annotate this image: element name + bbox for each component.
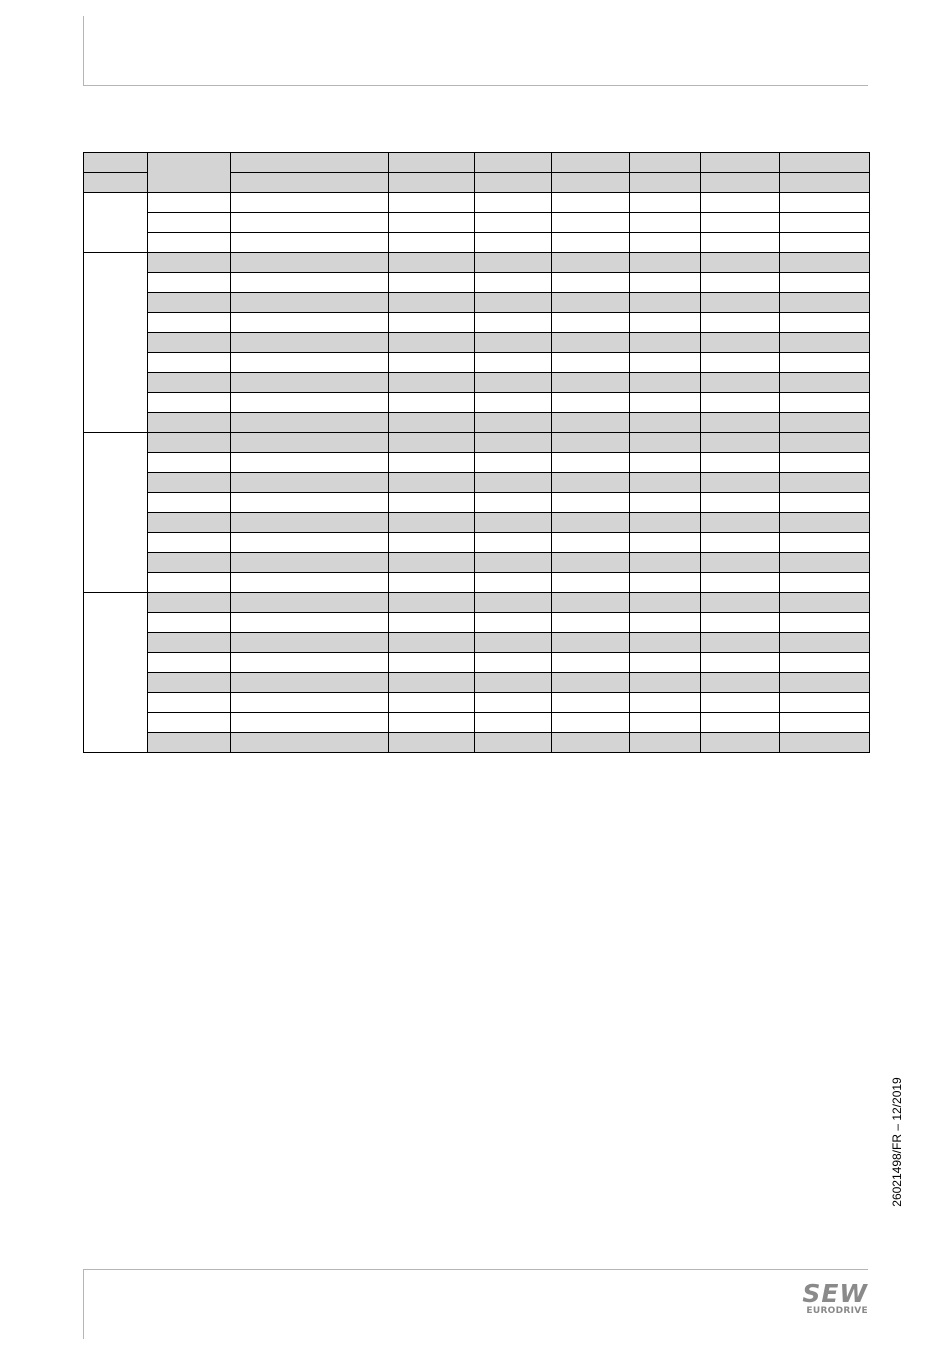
table-cell: [475, 253, 552, 273]
table-row: [84, 513, 870, 533]
table-cell: [630, 273, 701, 293]
table-cell: [780, 553, 870, 573]
table-cell: [148, 233, 231, 253]
table-cell: [552, 653, 630, 673]
table-cell: [630, 233, 701, 253]
table-cell: [148, 693, 231, 713]
table-cell: [389, 633, 475, 653]
table-header-cell: [231, 173, 389, 193]
logo-brand: SEW: [802, 1279, 868, 1308]
table-cell: [701, 393, 780, 413]
table-cell: [780, 653, 870, 673]
table-header-cell: [552, 153, 630, 173]
table-cell: [475, 293, 552, 313]
table-cell: [552, 693, 630, 713]
table-row: [84, 293, 870, 313]
table-row: [84, 693, 870, 713]
table-cell: [389, 693, 475, 713]
table-header-cell: [701, 173, 780, 193]
table-header-cell: [84, 153, 148, 173]
table-cell: [630, 373, 701, 393]
table-cell: [552, 373, 630, 393]
table-row: [84, 533, 870, 553]
table-cell: [630, 673, 701, 693]
table-cell: [148, 633, 231, 653]
table-row: [84, 233, 870, 253]
table-cell: [231, 333, 389, 353]
table-cell: [552, 553, 630, 573]
table-cell: [701, 193, 780, 213]
table-cell: [231, 613, 389, 633]
table-cell: [148, 713, 231, 733]
table-cell: [630, 473, 701, 493]
table-cell: [701, 233, 780, 253]
table-cell: [630, 293, 701, 313]
table-cell: [231, 433, 389, 453]
table-cell: [701, 273, 780, 293]
table-cell: [552, 593, 630, 613]
table-cell: [780, 253, 870, 273]
table-cell: [780, 273, 870, 293]
table-cell: [701, 713, 780, 733]
document-reference: 26021498/FR – 12/2019: [890, 1077, 904, 1207]
table-cell: [148, 673, 231, 693]
table-cell: [780, 633, 870, 653]
table-cell: [389, 673, 475, 693]
table-cell: [701, 613, 780, 633]
table-cell: [780, 513, 870, 533]
table-cell: [701, 653, 780, 673]
table-row: [84, 213, 870, 233]
table-group-cell: [84, 193, 148, 253]
table-cell: [780, 333, 870, 353]
table-cell: [780, 433, 870, 453]
table-header-cell: [475, 173, 552, 193]
table-cell: [389, 333, 475, 353]
table-cell: [552, 493, 630, 513]
table-cell: [389, 733, 475, 753]
table-cell: [231, 633, 389, 653]
table-cell: [552, 413, 630, 433]
table-cell: [389, 353, 475, 373]
table-group-cell: [84, 593, 148, 753]
table-cell: [231, 233, 389, 253]
table-cell: [630, 453, 701, 473]
table-row: [84, 613, 870, 633]
table-cell: [552, 533, 630, 553]
table-cell: [231, 473, 389, 493]
table-cell: [148, 533, 231, 553]
table-header-cell: [231, 153, 389, 173]
table-cell: [630, 553, 701, 573]
table-cell: [389, 233, 475, 253]
table-cell: [630, 493, 701, 513]
table-cell: [780, 713, 870, 733]
table-cell: [475, 713, 552, 733]
table-cell: [148, 253, 231, 273]
table-cell: [701, 673, 780, 693]
table-cell: [552, 193, 630, 213]
table-cell: [475, 413, 552, 433]
table-cell: [630, 733, 701, 753]
table-cell: [475, 453, 552, 473]
table-cell: [389, 473, 475, 493]
table-cell: [630, 333, 701, 353]
table-cell: [552, 253, 630, 273]
table-cell: [630, 353, 701, 373]
table-cell: [630, 593, 701, 613]
table-cell: [701, 593, 780, 613]
table-row: [84, 393, 870, 413]
table-cell: [701, 733, 780, 753]
table-cell: [148, 193, 231, 213]
table-row: [84, 333, 870, 353]
table-cell: [552, 733, 630, 753]
table-cell: [630, 513, 701, 533]
table-cell: [630, 533, 701, 553]
table-cell: [231, 653, 389, 673]
table-row: [84, 653, 870, 673]
table-cell: [148, 573, 231, 593]
table-row: [84, 493, 870, 513]
table-cell: [389, 213, 475, 233]
table-cell: [780, 233, 870, 253]
table-cell: [148, 593, 231, 613]
table-cell: [475, 213, 552, 233]
table-header-row: [84, 153, 870, 173]
table-cell: [701, 293, 780, 313]
table-cell: [630, 213, 701, 233]
table-cell: [148, 653, 231, 673]
table-cell: [780, 453, 870, 473]
table-cell: [389, 613, 475, 633]
table-header-cell: [552, 173, 630, 193]
table-cell: [780, 353, 870, 373]
table-header-cell: [389, 153, 475, 173]
table-cell: [475, 273, 552, 293]
table-row: [84, 433, 870, 453]
table-row: [84, 273, 870, 293]
table-cell: [231, 593, 389, 613]
table-cell: [475, 233, 552, 253]
table-cell: [780, 193, 870, 213]
table-group-cell: [84, 253, 148, 433]
table-cell: [475, 513, 552, 533]
table-row: [84, 353, 870, 373]
table-row: [84, 473, 870, 493]
table-cell: [389, 713, 475, 733]
table-cell: [389, 653, 475, 673]
table-cell: [701, 573, 780, 593]
table-cell: [475, 573, 552, 593]
table-cell: [780, 413, 870, 433]
table-cell: [630, 713, 701, 733]
table-row: [84, 193, 870, 213]
table-cell: [231, 253, 389, 273]
table-cell: [701, 433, 780, 453]
table-cell: [475, 473, 552, 493]
table-cell: [231, 413, 389, 433]
table-header-cell: [84, 173, 148, 193]
table-cell: [780, 393, 870, 413]
table-cell: [231, 553, 389, 573]
table-cell: [231, 373, 389, 393]
table-cell: [148, 373, 231, 393]
table-cell: [148, 473, 231, 493]
table-cell: [389, 273, 475, 293]
table-cell: [552, 453, 630, 473]
table-row: [84, 453, 870, 473]
table-cell: [231, 313, 389, 333]
table-cell: [630, 413, 701, 433]
table-cell: [389, 253, 475, 273]
table-cell: [701, 553, 780, 573]
header-rule: [83, 85, 868, 86]
table-cell: [475, 533, 552, 553]
table-row: [84, 673, 870, 693]
table-cell: [475, 493, 552, 513]
table-cell: [148, 613, 231, 633]
table-cell: [780, 473, 870, 493]
table-cell: [231, 533, 389, 553]
table-header-cell: [148, 153, 231, 193]
table-cell: [389, 573, 475, 593]
table-cell: [780, 593, 870, 613]
table-cell: [475, 433, 552, 453]
table-cell: [701, 633, 780, 653]
table-row: [84, 313, 870, 333]
table-cell: [389, 373, 475, 393]
table-cell: [701, 473, 780, 493]
table-cell: [475, 633, 552, 653]
table-cell: [701, 313, 780, 333]
header-margin-line: [83, 16, 84, 86]
table-cell: [148, 413, 231, 433]
table-cell: [148, 393, 231, 413]
table-cell: [231, 713, 389, 733]
table-row: [84, 593, 870, 613]
table-cell: [148, 733, 231, 753]
table-cell: [231, 393, 389, 413]
table-cell: [148, 513, 231, 533]
table-cell: [231, 733, 389, 753]
table-cell: [231, 693, 389, 713]
table-row: [84, 713, 870, 733]
table-row: [84, 733, 870, 753]
table-cell: [148, 553, 231, 573]
table-cell: [780, 733, 870, 753]
table-cell: [552, 673, 630, 693]
table-cell: [389, 493, 475, 513]
table-cell: [552, 213, 630, 233]
table-cell: [148, 273, 231, 293]
table-cell: [552, 433, 630, 453]
logo-subtitle: EURODRIVE: [806, 1306, 868, 1316]
table-row: [84, 633, 870, 653]
table-cell: [148, 353, 231, 373]
table-cell: [389, 393, 475, 413]
table-cell: [475, 693, 552, 713]
table-cell: [630, 653, 701, 673]
table-cell: [701, 333, 780, 353]
table-cell: [475, 613, 552, 633]
table-cell: [780, 693, 870, 713]
table-cell: [780, 213, 870, 233]
table-cell: [389, 533, 475, 553]
table-cell: [475, 373, 552, 393]
table-cell: [389, 193, 475, 213]
footer-rule: [83, 1269, 868, 1270]
table-header-cell: [389, 173, 475, 193]
table-cell: [780, 613, 870, 633]
table-cell: [231, 193, 389, 213]
table-cell: [389, 453, 475, 473]
table-header-cell: [475, 153, 552, 173]
table-cell: [475, 193, 552, 213]
table-cell: [630, 433, 701, 453]
table-cell: [552, 313, 630, 333]
table-cell: [552, 353, 630, 373]
table-cell: [552, 393, 630, 413]
table-header-cell: [701, 153, 780, 173]
table-cell: [389, 433, 475, 453]
table-cell: [475, 673, 552, 693]
table-group-cell: [84, 433, 148, 593]
table-cell: [630, 393, 701, 413]
table-cell: [231, 673, 389, 693]
table-cell: [552, 233, 630, 253]
table-cell: [552, 513, 630, 533]
table-cell: [630, 193, 701, 213]
table-cell: [552, 633, 630, 653]
table-cell: [231, 493, 389, 513]
table-cell: [231, 293, 389, 313]
table-cell: [389, 313, 475, 333]
table-cell: [389, 293, 475, 313]
table-cell: [148, 433, 231, 453]
table-cell: [701, 533, 780, 553]
table-cell: [475, 733, 552, 753]
table-cell: [552, 473, 630, 493]
table-cell: [389, 513, 475, 533]
table-cell: [780, 533, 870, 553]
table-cell: [552, 293, 630, 313]
table-cell: [701, 413, 780, 433]
table-cell: [148, 213, 231, 233]
table-cell: [630, 633, 701, 653]
table-cell: [780, 313, 870, 333]
table-cell: [630, 613, 701, 633]
table-cell: [231, 573, 389, 593]
table-cell: [701, 493, 780, 513]
table-cell: [701, 353, 780, 373]
table-row: [84, 573, 870, 593]
table-cell: [552, 273, 630, 293]
table-cell: [475, 553, 552, 573]
table-cell: [701, 513, 780, 533]
table-cell: [780, 373, 870, 393]
table-cell: [475, 653, 552, 673]
table-cell: [780, 493, 870, 513]
table-cell: [389, 593, 475, 613]
table-cell: [701, 213, 780, 233]
table-header-cell: [630, 153, 701, 173]
table-cell: [475, 353, 552, 373]
table-cell: [148, 333, 231, 353]
table-cell: [148, 493, 231, 513]
footer-margin-line: [83, 1269, 84, 1339]
table-cell: [701, 253, 780, 273]
table-cell: [630, 253, 701, 273]
table-cell: [780, 293, 870, 313]
table-cell: [552, 613, 630, 633]
table-cell: [552, 573, 630, 593]
sew-eurodrive-logo: [798, 1279, 868, 1316]
table-cell: [231, 453, 389, 473]
table-cell: [780, 573, 870, 593]
table-cell: [475, 313, 552, 333]
table-cell: [231, 273, 389, 293]
table-row: [84, 373, 870, 393]
table-cell: [148, 293, 231, 313]
table-row: [84, 253, 870, 273]
table-cell: [780, 673, 870, 693]
table-cell: [231, 213, 389, 233]
table-cell: [148, 313, 231, 333]
table-cell: [630, 573, 701, 593]
table-cell: [231, 513, 389, 533]
table-cell: [389, 413, 475, 433]
table-cell: [701, 693, 780, 713]
data-table: [83, 152, 870, 753]
table-cell: [630, 313, 701, 333]
table-cell: [148, 453, 231, 473]
table-cell: [701, 373, 780, 393]
table-cell: [552, 333, 630, 353]
table-cell: [389, 553, 475, 573]
table-cell: [475, 333, 552, 353]
table-cell: [475, 393, 552, 413]
table-row: [84, 413, 870, 433]
table-header-cell: [630, 173, 701, 193]
table-cell: [701, 453, 780, 473]
table-header-cell: [780, 173, 870, 193]
table-cell: [552, 713, 630, 733]
table-header-cell: [780, 153, 870, 173]
table-row: [84, 553, 870, 573]
table-cell: [630, 693, 701, 713]
table-cell: [231, 353, 389, 373]
table-cell: [475, 593, 552, 613]
